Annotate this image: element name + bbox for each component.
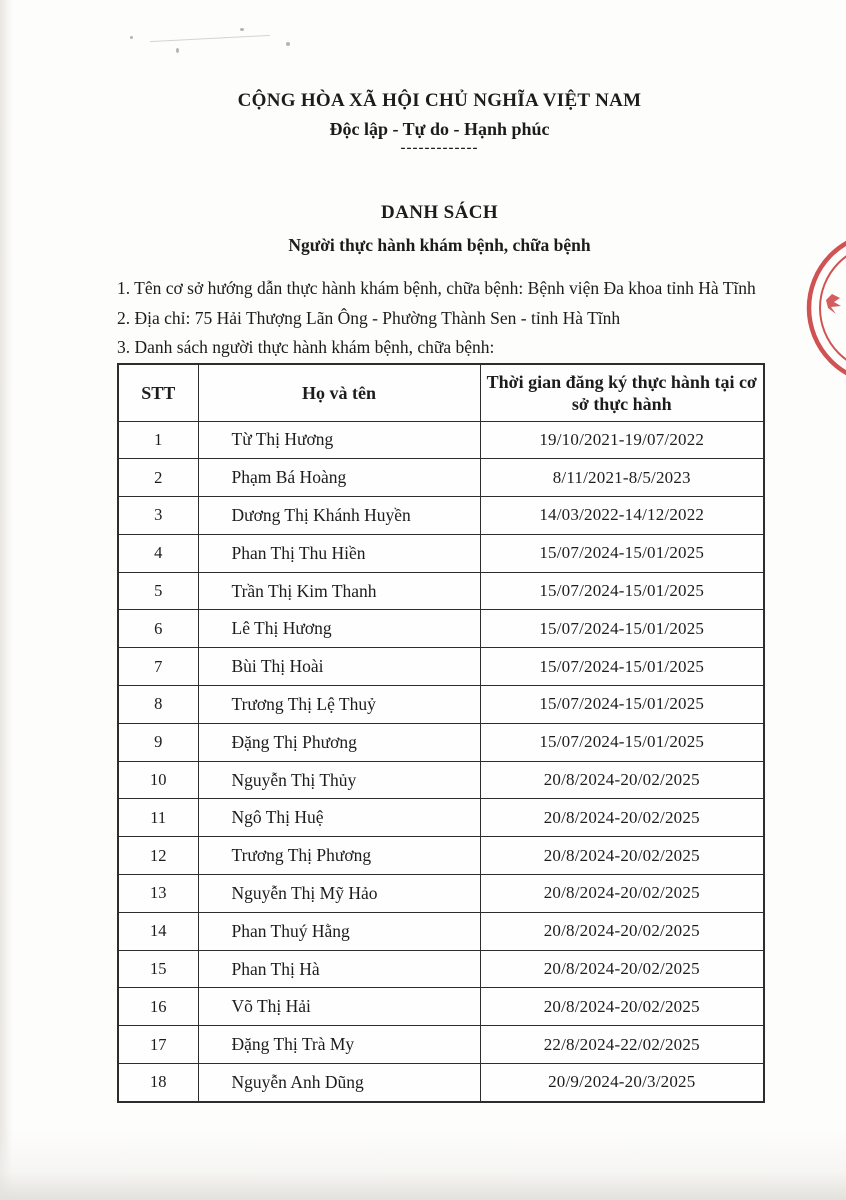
person-name: Nguyễn Thị Mỹ Hảo xyxy=(198,875,480,913)
row-number: 16 xyxy=(118,988,198,1026)
person-name: Dương Thị Khánh Huyền xyxy=(198,497,480,535)
row-number: 7 xyxy=(118,648,198,686)
row-number: 2 xyxy=(118,459,198,497)
table-row xyxy=(118,875,764,913)
person-name: Lê Thị Hương xyxy=(198,610,480,648)
person-name: Đặng Thị Trà My xyxy=(198,1026,480,1064)
table-row xyxy=(118,837,764,875)
row-number: 11 xyxy=(118,799,198,837)
person-name: Trần Thị Kim Thanh xyxy=(198,572,480,610)
motto-divider: ------------- xyxy=(400,140,479,156)
pen-mark xyxy=(130,36,133,39)
person-name: Bùi Thị Hoài xyxy=(198,648,480,686)
official-red-seal-icon xyxy=(796,232,846,390)
intro-item-3: 3. Danh sách người thực hành khám bệnh, chữa bệnh: xyxy=(117,337,495,357)
table-row xyxy=(118,799,764,837)
table-row xyxy=(118,686,764,724)
pen-mark xyxy=(150,35,270,42)
table-row xyxy=(118,459,764,497)
document-title: DANH SÁCH xyxy=(380,202,499,223)
table-row xyxy=(118,723,764,761)
practice-period: 20/8/2024-20/02/2025 xyxy=(480,912,764,950)
document-subtitle: Người thực hành khám bệnh, chữa bệnh xyxy=(288,235,591,255)
person-name: Đặng Thị Phương xyxy=(198,723,480,761)
practice-period: 20/9/2024-20/3/2025 xyxy=(480,1064,764,1102)
table-body xyxy=(118,421,764,1102)
person-name: Ngô Thị Huệ xyxy=(198,799,480,837)
practice-period: 20/8/2024-20/02/2025 xyxy=(480,950,764,988)
row-number: 18 xyxy=(118,1064,198,1102)
row-number: 6 xyxy=(118,610,198,648)
practice-period: 15/07/2024-15/01/2025 xyxy=(480,534,764,572)
row-number: 3 xyxy=(118,497,198,535)
table-row xyxy=(118,610,764,648)
header-name: Họ và tên xyxy=(198,364,480,422)
practice-period: 20/8/2024-20/02/2025 xyxy=(480,761,764,799)
table-row xyxy=(118,497,764,535)
practice-period: 14/03/2022-14/12/2022 xyxy=(480,497,764,535)
table-row xyxy=(118,988,764,1026)
person-name: Từ Thị Hương xyxy=(198,421,480,459)
practice-period: 19/10/2021-19/07/2022 xyxy=(480,421,764,459)
table-row xyxy=(118,648,764,686)
practice-period: 8/11/2021-8/5/2023 xyxy=(480,459,764,497)
table-row xyxy=(118,534,764,572)
practice-period: 15/07/2024-15/01/2025 xyxy=(480,648,764,686)
table-row xyxy=(118,912,764,950)
intro-item-2: 2. Địa chỉ: 75 Hải Thượng Lãn Ông - Phường Thành Sen - tỉnh Hà Tĩnh xyxy=(117,307,621,328)
practice-period: 15/07/2024-15/01/2025 xyxy=(480,610,764,648)
national-motto-line2: Độc lập - Tự do - Hạnh phúc xyxy=(329,119,550,139)
table-row xyxy=(118,950,764,988)
table-row xyxy=(118,421,764,459)
pen-mark xyxy=(240,28,244,31)
table-row xyxy=(118,1064,764,1102)
header-period: Thời gian đăng ký thực hành tại cơ sở thực hành xyxy=(480,364,764,422)
table-row xyxy=(118,1026,764,1064)
row-number: 1 xyxy=(118,421,198,459)
person-name: Nguyễn Thị Thủy xyxy=(198,761,480,799)
person-name: Trương Thị Lệ Thuỷ xyxy=(198,686,480,724)
practice-period: 20/8/2024-20/02/2025 xyxy=(480,988,764,1026)
pen-mark xyxy=(176,48,179,53)
practice-period: 20/8/2024-20/02/2025 xyxy=(480,837,764,875)
intro-section xyxy=(117,277,762,360)
row-number: 10 xyxy=(118,761,198,799)
row-number: 4 xyxy=(118,534,198,572)
person-name: Trương Thị Phương xyxy=(198,837,480,875)
practice-period: 15/07/2024-15/01/2025 xyxy=(480,572,764,610)
practitioner-table xyxy=(117,363,765,1103)
practice-period: 15/07/2024-15/01/2025 xyxy=(480,723,764,761)
seal-star-fragment xyxy=(826,294,841,314)
practice-period: 20/8/2024-20/02/2025 xyxy=(480,875,764,913)
practice-period: 15/07/2024-15/01/2025 xyxy=(480,686,764,724)
row-number: 13 xyxy=(118,875,198,913)
person-name: Võ Thị Hải xyxy=(198,988,480,1026)
row-number: 15 xyxy=(118,950,198,988)
row-number: 8 xyxy=(118,686,198,724)
row-number: 9 xyxy=(118,723,198,761)
row-number: 14 xyxy=(118,912,198,950)
table-header-row xyxy=(118,364,764,422)
row-number: 5 xyxy=(118,572,198,610)
person-name: Phan Thị Hà xyxy=(198,950,480,988)
header-stt: STT xyxy=(118,364,198,422)
practice-period: 22/8/2024-22/02/2025 xyxy=(480,1026,764,1064)
national-motto-line1: CỘNG HÒA XÃ HỘI CHỦ NGHĨA VIỆT NAM xyxy=(237,90,642,111)
table-row xyxy=(118,572,764,610)
person-name: Phan Thuý Hằng xyxy=(198,912,480,950)
pen-mark xyxy=(286,42,290,46)
row-number: 12 xyxy=(118,837,198,875)
table-row xyxy=(118,761,764,799)
practice-period: 20/8/2024-20/02/2025 xyxy=(480,799,764,837)
person-name: Phạm Bá Hoàng xyxy=(198,459,480,497)
intro-item-1: 1. Tên cơ sở hướng dẫn thực hành khám bệnh, chữa bệnh: Bệnh viện Đa khoa tỉnh Hà Tĩnh xyxy=(117,278,756,298)
row-number: 17 xyxy=(118,1026,198,1064)
scan-edge-shadow-left xyxy=(0,0,14,1200)
person-name: Phan Thị Thu Hiền xyxy=(198,534,480,572)
scan-edge-shadow-bottom xyxy=(0,1130,846,1200)
person-name: Nguyễn Anh Dũng xyxy=(198,1064,480,1102)
